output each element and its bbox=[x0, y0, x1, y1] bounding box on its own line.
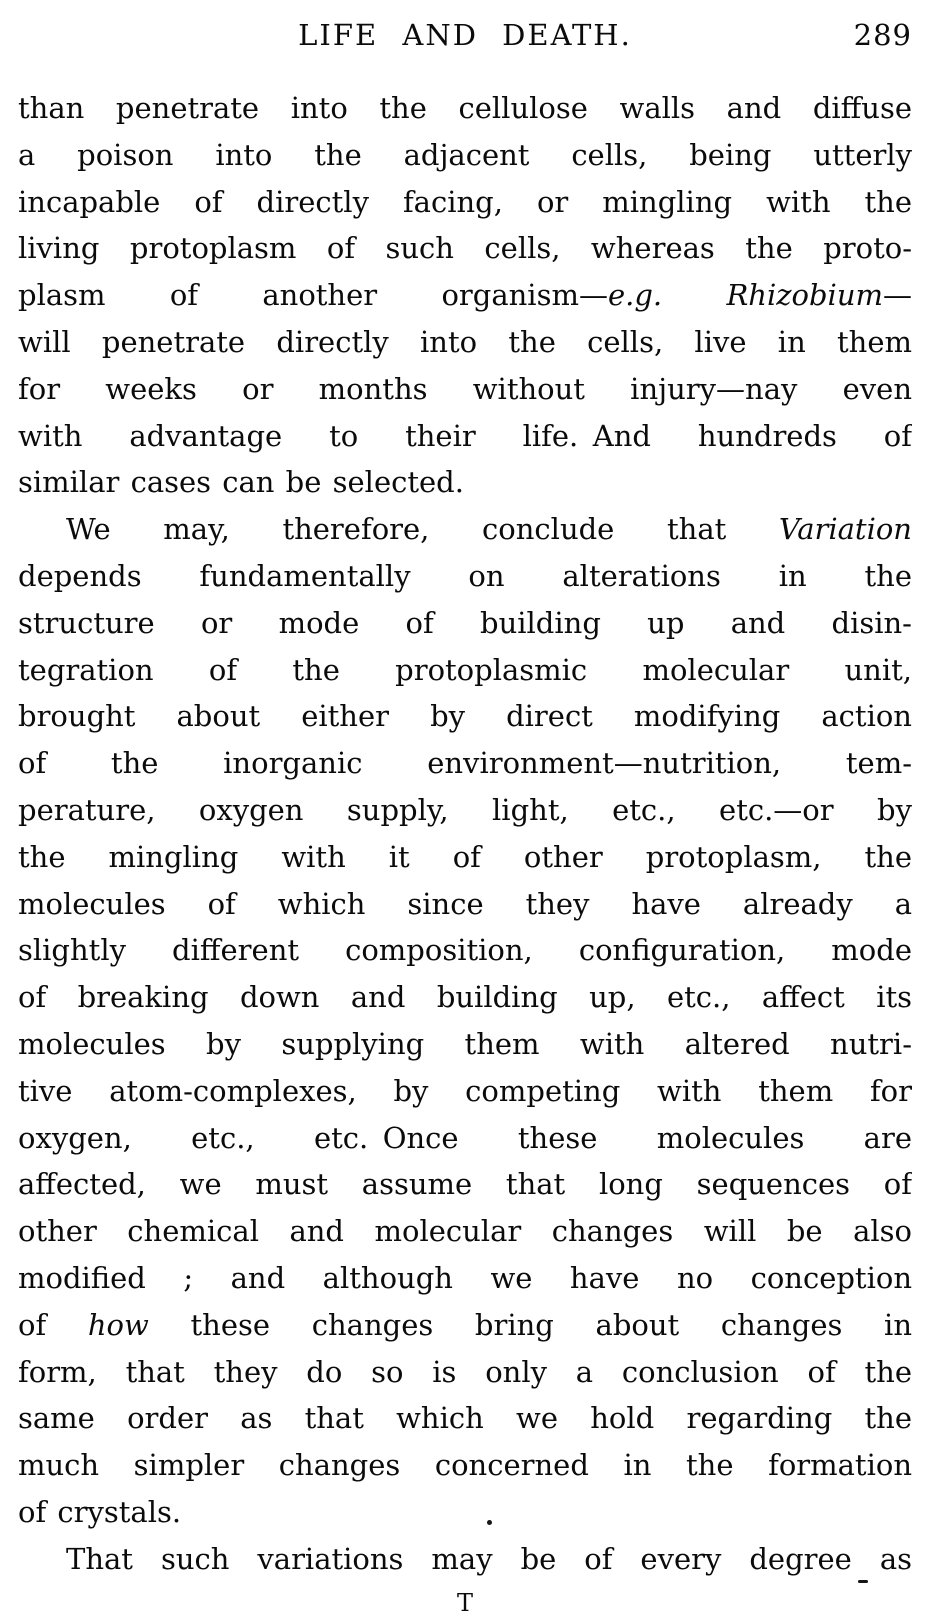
text-segment: molecules by supplying them with altered nutri- bbox=[18, 1026, 912, 1061]
text-line bbox=[18, 834, 912, 881]
text-line bbox=[18, 1442, 912, 1489]
text-segment: these changes bring about changes in bbox=[148, 1307, 912, 1342]
text-segment: That such variations may be of every degree as bbox=[66, 1541, 912, 1576]
text-line bbox=[18, 600, 912, 647]
text-line bbox=[18, 693, 912, 740]
text-segment: affected, we must assume that long sequences of bbox=[18, 1167, 912, 1202]
text-line bbox=[18, 366, 912, 413]
text-line bbox=[18, 272, 912, 319]
text-segment: with advantage to their life. And hundreds of bbox=[18, 418, 912, 453]
italic-text-segment: e.g. Rhizobium bbox=[607, 278, 883, 313]
text-segment: of crystals. bbox=[18, 1494, 182, 1529]
text-segment: slightly different composition, configuration, mode bbox=[18, 933, 912, 968]
text-line bbox=[18, 1068, 912, 1115]
text-segment: tive atom-complexes, by competing with them for bbox=[18, 1073, 912, 1108]
running-head-title: LIFE AND DEATH. bbox=[298, 18, 632, 52]
text-line bbox=[18, 881, 912, 928]
text-segment: molecules of which since they have already a bbox=[18, 886, 912, 921]
text-segment: We may, therefore, conclude that bbox=[66, 512, 779, 547]
text-segment: living protoplasm of such cells, whereas the proto- bbox=[18, 231, 912, 266]
text-segment: much simpler changes concerned in the formation bbox=[18, 1448, 912, 1483]
page-header bbox=[18, 14, 912, 56]
text-line bbox=[18, 1302, 912, 1349]
text-segment: a poison into the adjacent cells, being utterly bbox=[18, 137, 912, 172]
text-segment: depends fundamentally on alterations in the bbox=[18, 558, 912, 593]
page-number: 289 bbox=[853, 18, 912, 52]
text-line bbox=[18, 553, 912, 600]
text-segment: than penetrate into the cellulose walls and diffuse bbox=[18, 91, 912, 125]
text-line bbox=[18, 974, 912, 1021]
text-segment: form, that they do so is only a conclusion of the bbox=[18, 1354, 912, 1389]
text-line bbox=[18, 506, 912, 553]
text-segment: of bbox=[18, 1307, 88, 1342]
signature-mark: T bbox=[456, 1589, 473, 1617]
text-segment: oxygen, etc., etc. Once these molecules are bbox=[18, 1120, 912, 1155]
text-segment: tegration of the protoplasmic molecular unit, bbox=[18, 652, 912, 687]
text-block bbox=[18, 85, 912, 1583]
text-line bbox=[18, 1255, 912, 1302]
italic-text-segment: how bbox=[87, 1307, 149, 1342]
text-line bbox=[18, 85, 912, 132]
text-line bbox=[18, 1161, 912, 1208]
text-line bbox=[18, 1021, 912, 1068]
text-segment: brought about either by direct modifying action bbox=[18, 699, 912, 734]
scan-artifact-dot bbox=[487, 1520, 492, 1525]
text-segment: structure or mode of building up and disin- bbox=[18, 605, 912, 640]
text-line bbox=[18, 1536, 912, 1583]
text-segment: the mingling with it of other protoplasm, the bbox=[18, 839, 912, 874]
text-line bbox=[18, 413, 912, 460]
text-line bbox=[18, 647, 912, 694]
text-line bbox=[18, 1489, 912, 1536]
text-segment: will penetrate directly into the cells, live in them bbox=[18, 324, 912, 359]
text-line bbox=[18, 1115, 912, 1162]
text-line bbox=[18, 927, 912, 974]
text-segment: same order as that which we hold regarding the bbox=[18, 1401, 912, 1436]
text-segment: perature, oxygen supply, light, etc., etc.—or by bbox=[18, 792, 912, 827]
text-line bbox=[18, 1395, 912, 1442]
page-footer bbox=[18, 1586, 912, 1620]
text-segment: of breaking down and building up, etc., affect its bbox=[18, 980, 912, 1015]
text-segment: modified ; and although we have no conception bbox=[18, 1260, 912, 1295]
text-segment: incapable of directly facing, or mingling with the bbox=[18, 184, 912, 219]
text-line bbox=[18, 225, 912, 272]
text-segment: — bbox=[883, 278, 912, 313]
italic-text-segment: Variation bbox=[778, 512, 912, 547]
text-line bbox=[18, 132, 912, 179]
text-line bbox=[18, 740, 912, 787]
text-line bbox=[18, 787, 912, 834]
text-segment: for weeks or months without injury—nay even bbox=[18, 371, 912, 406]
text-segment: other chemical and molecular changes will be also bbox=[18, 1214, 912, 1249]
text-line bbox=[18, 1349, 912, 1396]
text-line bbox=[18, 319, 912, 366]
text-segment: similar cases can be selected. bbox=[18, 465, 464, 500]
text-line bbox=[18, 1208, 912, 1255]
text-segment: plasm of another organism— bbox=[18, 278, 608, 313]
text-segment: of the inorganic environment—nutrition, tem- bbox=[18, 746, 912, 781]
text-line bbox=[18, 459, 912, 506]
text-line bbox=[18, 179, 912, 226]
scan-artifact-dash bbox=[858, 1580, 868, 1583]
